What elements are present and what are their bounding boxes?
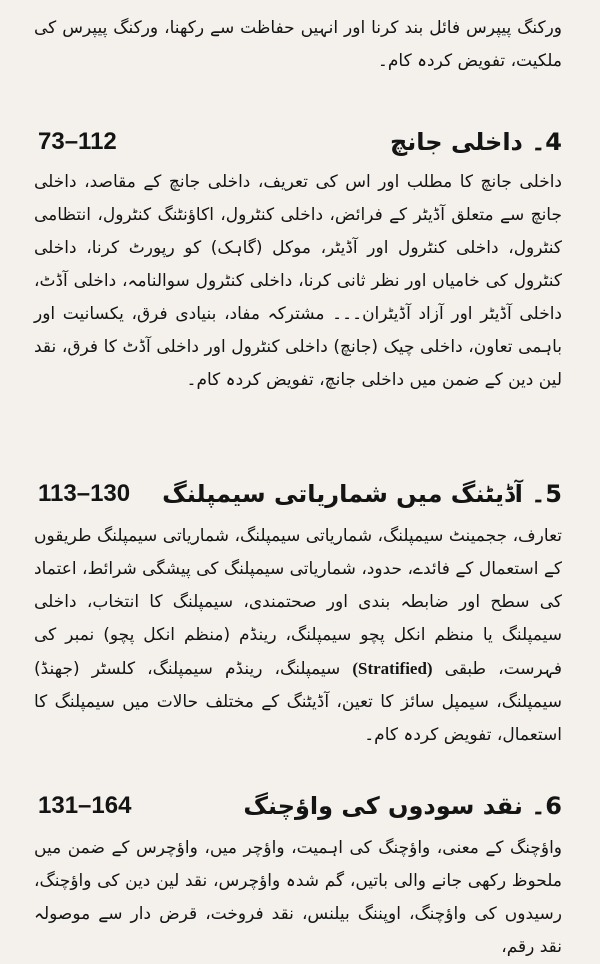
chapter-5-text-part-2: سیمپلنگ، رینڈم سیمپلنگ، کلسٹر (جھنڈ) سیمپلنگ، سیمپل سائز کا تعین، آڈیٹنگ کے مختلف حالات میں سیمپلنگ کا استعمال، تفویض کردہ کام۔ [34, 659, 562, 745]
chapter-5-text-part-1: تعارف، ججمینٹ سیمپلنگ، شماریاتی سیمپلنگ، شماریاتی سیمپلنگ طریقوں کے استعمال کے فائدے، حدود، شماریاتی سیمپلنگ کی پیشگی شرائط، اعتماد کی سطح اور ضابطہ بندی اور صحتمندی، سیمپلنگ کا انتخاب، داخلی سیمپلنگ یا منظم انکل پچو سیمپلنگ، رینڈم (منظم انکل پچو) نمبر کی فہرست، طبقی [34, 526, 563, 679]
chapter-5-title: 5۔ آڈیٹنگ میں شماریاتی سیمپلنگ [162, 480, 562, 508]
chapter-5-english-term: (Stratified) [352, 659, 433, 678]
chapter-5-pages: 113–130 [38, 480, 131, 507]
intro-paragraph: ورکنگ پیپرس فائل بند کرنا اور انہیں حفاظت سے رکھنا، ورکنگ پیپرس کی ملکیت، تفویض کردہ کام۔ [34, 18, 562, 71]
chapter-4-title: 4۔ داخلی جانچ [389, 128, 562, 156]
chapter-4-pages: 73–112 [38, 128, 117, 155]
chapter-6-pages: 131–164 [38, 792, 132, 819]
chapter-6-title: 6۔ نقد سودوں کی واؤچنگ [243, 792, 562, 820]
chapter-5-description [34, 520, 562, 752]
chapter-6-heading [38, 788, 562, 824]
chapter-5-heading [38, 476, 562, 512]
chapter-6-description: واؤچنگ کے معنی، واؤچنگ کی اہمیت، واؤچر میں، واؤچرس کے ضمن میں ملحوظ رکھی جانے والی باتیں، گم شدہ واؤچرس، نقد لین دین کی واؤچنگ، رسیدوں کی واؤچنگ، اوپننگ بیلنس، نقد فروخت، قرض دار سے موصولہ نقد رقم، [34, 838, 562, 957]
chapter-4-description: داخلی جانچ کا مطلب اور اس کی تعریف، داخلی جانچ کے مقاصد، داخلی جانچ سے متعلق آڈیٹر کے فرائض، داخلی کنٹرول، اکاؤنٹنگ کنٹرول، انتظامی کنٹرول، داخلی کنٹرول اور آڈیٹر، موکل (گاہک) کو رپورٹ کرنا، داخلی کنٹرول کی خامیاں اور نظر ثانی کرنا، داخلی کنٹرول سوالنامہ، داخلی آڈٹ، داخلی آڈیٹر اور آزاد آڈیٹران۔۔۔ مشترکہ مفاد، بنیادی فرق، یکسانیت اور باہمی تعاون، داخلی چیک (جانچ) داخلی کنٹرول اور داخلی آڈٹ کا فرق، نقد لین دین کے ضمن میں داخلی جانچ، تفویض کردہ کام۔ [34, 172, 562, 390]
chapter-4-heading [38, 124, 562, 160]
